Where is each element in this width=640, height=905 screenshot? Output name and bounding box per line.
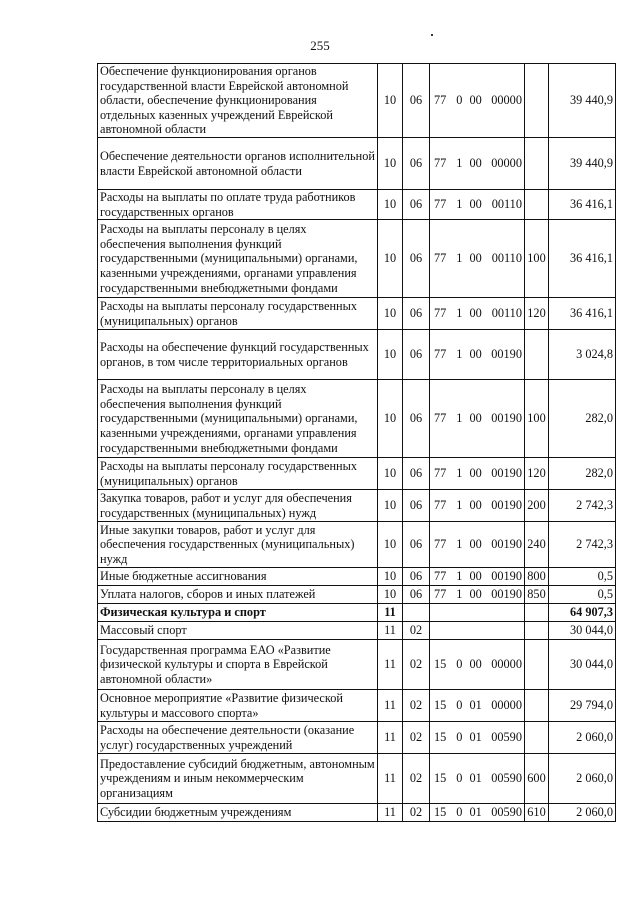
target-code-parts: [432, 347, 522, 362]
code-program: 77: [434, 306, 447, 321]
row-expense-type: [525, 64, 549, 138]
table-row: [98, 722, 616, 754]
row-section: 10: [378, 458, 403, 490]
row-subsection: 06: [403, 490, 430, 522]
row-name: Массовый спорт: [98, 622, 378, 640]
row-section: 10: [378, 220, 403, 298]
row-target-code: [430, 722, 525, 754]
code-program: 77: [434, 498, 447, 513]
row-name: Расходы на выплаты по оплате труда работников государственных органов: [98, 190, 378, 220]
row-sum: 2 060,0: [549, 754, 616, 804]
row-sum: 29 794,0: [549, 690, 616, 722]
row-subsection: 06: [403, 298, 430, 330]
code-main-event: 00: [469, 569, 482, 584]
row-name: Расходы на обеспечение деятельности (оказание услуг) государственных учреждений: [98, 722, 378, 754]
row-target-code: [430, 622, 525, 640]
row-section: 10: [378, 522, 403, 568]
row-name: Обеспечение деятельности органов исполнительной власти Еврейской автономной области: [98, 138, 378, 190]
table-row: [98, 586, 616, 604]
table-row: [98, 190, 616, 220]
code-subprogram: 1: [456, 306, 463, 321]
row-target-code: [430, 220, 525, 298]
budget-table-body: [98, 64, 616, 822]
code-subprogram: 1: [456, 411, 463, 426]
row-target-code: [430, 754, 525, 804]
table-row: [98, 64, 616, 138]
row-expense-type: 100: [525, 380, 549, 458]
code-main-event: 00: [469, 251, 482, 266]
code-direction: 00590: [491, 730, 522, 745]
row-sum: 2 060,0: [549, 804, 616, 822]
row-section: 10: [378, 298, 403, 330]
code-subprogram: 1: [456, 197, 463, 212]
target-code-parts: [432, 156, 522, 171]
row-expense-type: 610: [525, 804, 549, 822]
code-direction: 00190: [491, 569, 522, 584]
code-program: 77: [434, 197, 447, 212]
code-subprogram: 0: [456, 771, 463, 786]
row-target-code: [430, 604, 525, 622]
row-subsection: 02: [403, 690, 430, 722]
code-direction: 00190: [491, 498, 522, 513]
row-name: Основное мероприятие «Развитие физической культуры и массового спорта»: [98, 690, 378, 722]
row-sum: 0,5: [549, 568, 616, 586]
target-code-parts: [432, 657, 522, 672]
code-direction: 00110: [491, 197, 522, 212]
row-section: 10: [378, 380, 403, 458]
code-main-event: 00: [469, 537, 482, 552]
row-subsection: 06: [403, 330, 430, 380]
target-code-parts: [432, 306, 522, 321]
row-subsection: 02: [403, 622, 430, 640]
code-main-event: 00: [469, 156, 482, 171]
row-expense-type: [525, 722, 549, 754]
budget-table: [97, 63, 616, 822]
row-target-code: [430, 330, 525, 380]
row-expense-type: [525, 138, 549, 190]
row-section: 10: [378, 138, 403, 190]
table-row: [98, 522, 616, 568]
target-code-parts: [432, 771, 522, 786]
row-expense-type: [525, 604, 549, 622]
row-target-code: [430, 190, 525, 220]
target-code-parts: [432, 587, 522, 602]
row-subsection: 06: [403, 190, 430, 220]
code-direction: 00000: [491, 156, 522, 171]
code-main-event: 01: [469, 698, 482, 713]
row-expense-type: [525, 330, 549, 380]
code-direction: 00590: [491, 771, 522, 786]
code-program: 15: [434, 698, 447, 713]
code-program: 77: [434, 411, 447, 426]
target-code-parts: [432, 466, 522, 481]
row-name: Расходы на обеспечение функций государственных органов, в том числе территориальных органов: [98, 330, 378, 380]
row-section: 11: [378, 754, 403, 804]
code-program: 77: [434, 466, 447, 481]
code-direction: 00190: [491, 587, 522, 602]
row-target-code: [430, 458, 525, 490]
code-subprogram: 1: [456, 156, 463, 171]
target-code-parts: [432, 93, 522, 108]
row-name: Расходы на выплаты персоналу государственных (муниципальных) органов: [98, 458, 378, 490]
row-sum: 36 416,1: [549, 190, 616, 220]
row-expense-type: 240: [525, 522, 549, 568]
target-code-parts: [432, 730, 522, 745]
table-row: [98, 380, 616, 458]
code-direction: 00000: [491, 657, 522, 672]
row-expense-type: 120: [525, 458, 549, 490]
row-subsection: 02: [403, 722, 430, 754]
row-subsection: 06: [403, 380, 430, 458]
code-program: 77: [434, 93, 447, 108]
row-sum: 64 907,3: [549, 604, 616, 622]
row-sum: 2 060,0: [549, 722, 616, 754]
code-subprogram: 1: [456, 537, 463, 552]
row-subsection: 06: [403, 522, 430, 568]
row-target-code: [430, 640, 525, 690]
row-name: Субсидии бюджетным учреждениям: [98, 804, 378, 822]
row-subsection: 02: [403, 640, 430, 690]
row-expense-type: 120: [525, 298, 549, 330]
row-sum: 36 416,1: [549, 220, 616, 298]
row-section: 10: [378, 190, 403, 220]
row-subsection: 06: [403, 586, 430, 604]
code-main-event: 00: [469, 587, 482, 602]
code-subprogram: 1: [456, 251, 463, 266]
code-main-event: 00: [469, 197, 482, 212]
code-direction: 00190: [491, 466, 522, 481]
table-row: [98, 298, 616, 330]
row-sum: 0,5: [549, 586, 616, 604]
row-sum: 30 044,0: [549, 640, 616, 690]
row-target-code: [430, 804, 525, 822]
row-name: Физическая культура и спорт: [98, 604, 378, 622]
table-row: [98, 220, 616, 298]
row-subsection: 06: [403, 458, 430, 490]
code-subprogram: 1: [456, 569, 463, 584]
code-main-event: 00: [469, 498, 482, 513]
row-target-code: [430, 298, 525, 330]
row-target-code: [430, 690, 525, 722]
row-expense-type: 850: [525, 586, 549, 604]
target-code-parts: [432, 698, 522, 713]
row-subsection: 06: [403, 64, 430, 138]
code-subprogram: 1: [456, 466, 463, 481]
code-subprogram: 0: [456, 805, 463, 820]
row-section: 10: [378, 64, 403, 138]
row-sum: 3 024,8: [549, 330, 616, 380]
target-code-parts: [432, 197, 522, 212]
code-direction: 00190: [491, 411, 522, 426]
row-subsection: 06: [403, 138, 430, 190]
code-subprogram: 0: [456, 93, 463, 108]
table-row: [98, 754, 616, 804]
target-code-parts: [432, 537, 522, 552]
target-code-parts: [432, 411, 522, 426]
row-expense-type: [525, 622, 549, 640]
row-name: Расходы на выплаты персоналу в целях обеспечения выполнения функций государственными (муниципальными) органами, казенными учреждениями, органами управления государственными внебюджетными фондами: [98, 220, 378, 298]
row-section: 11: [378, 622, 403, 640]
row-name: Уплата налогов, сборов и иных платежей: [98, 586, 378, 604]
row-sum: 2 742,3: [549, 490, 616, 522]
row-sum: 36 416,1: [549, 298, 616, 330]
code-subprogram: 1: [456, 587, 463, 602]
row-sum: 39 440,9: [549, 64, 616, 138]
row-sum: 282,0: [549, 380, 616, 458]
row-expense-type: 800: [525, 568, 549, 586]
code-program: 15: [434, 657, 447, 672]
row-section: 10: [378, 568, 403, 586]
row-name: Расходы на выплаты персоналу в целях обеспечения выполнения функций государственными (муниципальными) органами, казенными учреждениями, органами управления государственными внебюджетными фондами: [98, 380, 378, 458]
code-direction: 00110: [491, 306, 522, 321]
code-direction: 00190: [491, 347, 522, 362]
code-program: 77: [434, 569, 447, 584]
row-section: 10: [378, 330, 403, 380]
code-subprogram: 0: [456, 730, 463, 745]
table-row: [98, 330, 616, 380]
row-sum: 2 742,3: [549, 522, 616, 568]
table-row: [98, 568, 616, 586]
code-program: 77: [434, 251, 447, 266]
table-row: [98, 690, 616, 722]
row-expense-type: 600: [525, 754, 549, 804]
row-section: 11: [378, 690, 403, 722]
row-name: Государственная программа ЕАО «Развитие физической культуры и спорта в Еврейской автономной области»: [98, 640, 378, 690]
table-row: [98, 804, 616, 822]
table-row: [98, 604, 616, 622]
row-name: Обеспечение функционирования органов государственной власти Еврейской автономной области, обеспечение функционирования отдельных казенных учреждений Еврейской автономной области: [98, 64, 378, 138]
row-section: 11: [378, 722, 403, 754]
code-direction: 00000: [491, 698, 522, 713]
row-target-code: [430, 522, 525, 568]
row-name: Закупка товаров, работ и услуг для обеспечения государственных (муниципальных) нужд: [98, 490, 378, 522]
target-code-parts: [432, 805, 522, 820]
row-name: Предоставление субсидий бюджетным, автономным учреждениям и иным некоммерческим организациям: [98, 754, 378, 804]
code-subprogram: 1: [456, 347, 463, 362]
row-name: Расходы на выплаты персоналу государственных (муниципальных) органов: [98, 298, 378, 330]
row-subsection: [403, 604, 430, 622]
row-name: Иные бюджетные ассигнования: [98, 568, 378, 586]
code-subprogram: 1: [456, 498, 463, 513]
row-expense-type: 200: [525, 490, 549, 522]
row-section: 10: [378, 490, 403, 522]
code-main-event: 00: [469, 306, 482, 321]
target-code-parts: [432, 251, 522, 266]
table-row: [98, 490, 616, 522]
row-target-code: [430, 138, 525, 190]
table-row: [98, 138, 616, 190]
row-subsection: 02: [403, 804, 430, 822]
row-subsection: 02: [403, 754, 430, 804]
row-sum: 282,0: [549, 458, 616, 490]
scan-dot: [431, 34, 433, 36]
row-target-code: [430, 380, 525, 458]
code-main-event: 00: [469, 657, 482, 672]
row-section: 11: [378, 640, 403, 690]
code-main-event: 01: [469, 805, 482, 820]
code-program: 15: [434, 730, 447, 745]
code-program: 77: [434, 587, 447, 602]
row-target-code: [430, 568, 525, 586]
row-section: 11: [378, 604, 403, 622]
row-section: 10: [378, 586, 403, 604]
code-subprogram: 0: [456, 657, 463, 672]
code-main-event: 01: [469, 771, 482, 786]
row-expense-type: [525, 640, 549, 690]
code-direction: 00110: [491, 251, 522, 266]
row-target-code: [430, 64, 525, 138]
row-sum: 30 044,0: [549, 622, 616, 640]
row-section: 11: [378, 804, 403, 822]
row-target-code: [430, 586, 525, 604]
code-main-event: 01: [469, 730, 482, 745]
code-program: 15: [434, 771, 447, 786]
code-main-event: 00: [469, 93, 482, 108]
row-name: Иные закупки товаров, работ и услуг для обеспечения государственных (муниципальных) нужд: [98, 522, 378, 568]
code-main-event: 00: [469, 411, 482, 426]
table-row: [98, 640, 616, 690]
target-code-parts: [432, 498, 522, 513]
code-direction: 00000: [491, 93, 522, 108]
row-subsection: 06: [403, 568, 430, 586]
row-expense-type: [525, 690, 549, 722]
row-sum: 39 440,9: [549, 138, 616, 190]
row-expense-type: [525, 190, 549, 220]
code-main-event: 00: [469, 466, 482, 481]
table-row: [98, 458, 616, 490]
target-code-parts: [432, 569, 522, 584]
code-program: 77: [434, 537, 447, 552]
page-number: 255: [310, 38, 330, 53]
code-direction: 00590: [491, 805, 522, 820]
row-subsection: 06: [403, 220, 430, 298]
code-program: 77: [434, 156, 447, 171]
code-subprogram: 0: [456, 698, 463, 713]
code-main-event: 00: [469, 347, 482, 362]
table-row: [98, 622, 616, 640]
code-program: 15: [434, 805, 447, 820]
row-target-code: [430, 490, 525, 522]
row-expense-type: 100: [525, 220, 549, 298]
code-direction: 00190: [491, 537, 522, 552]
code-program: 77: [434, 347, 447, 362]
